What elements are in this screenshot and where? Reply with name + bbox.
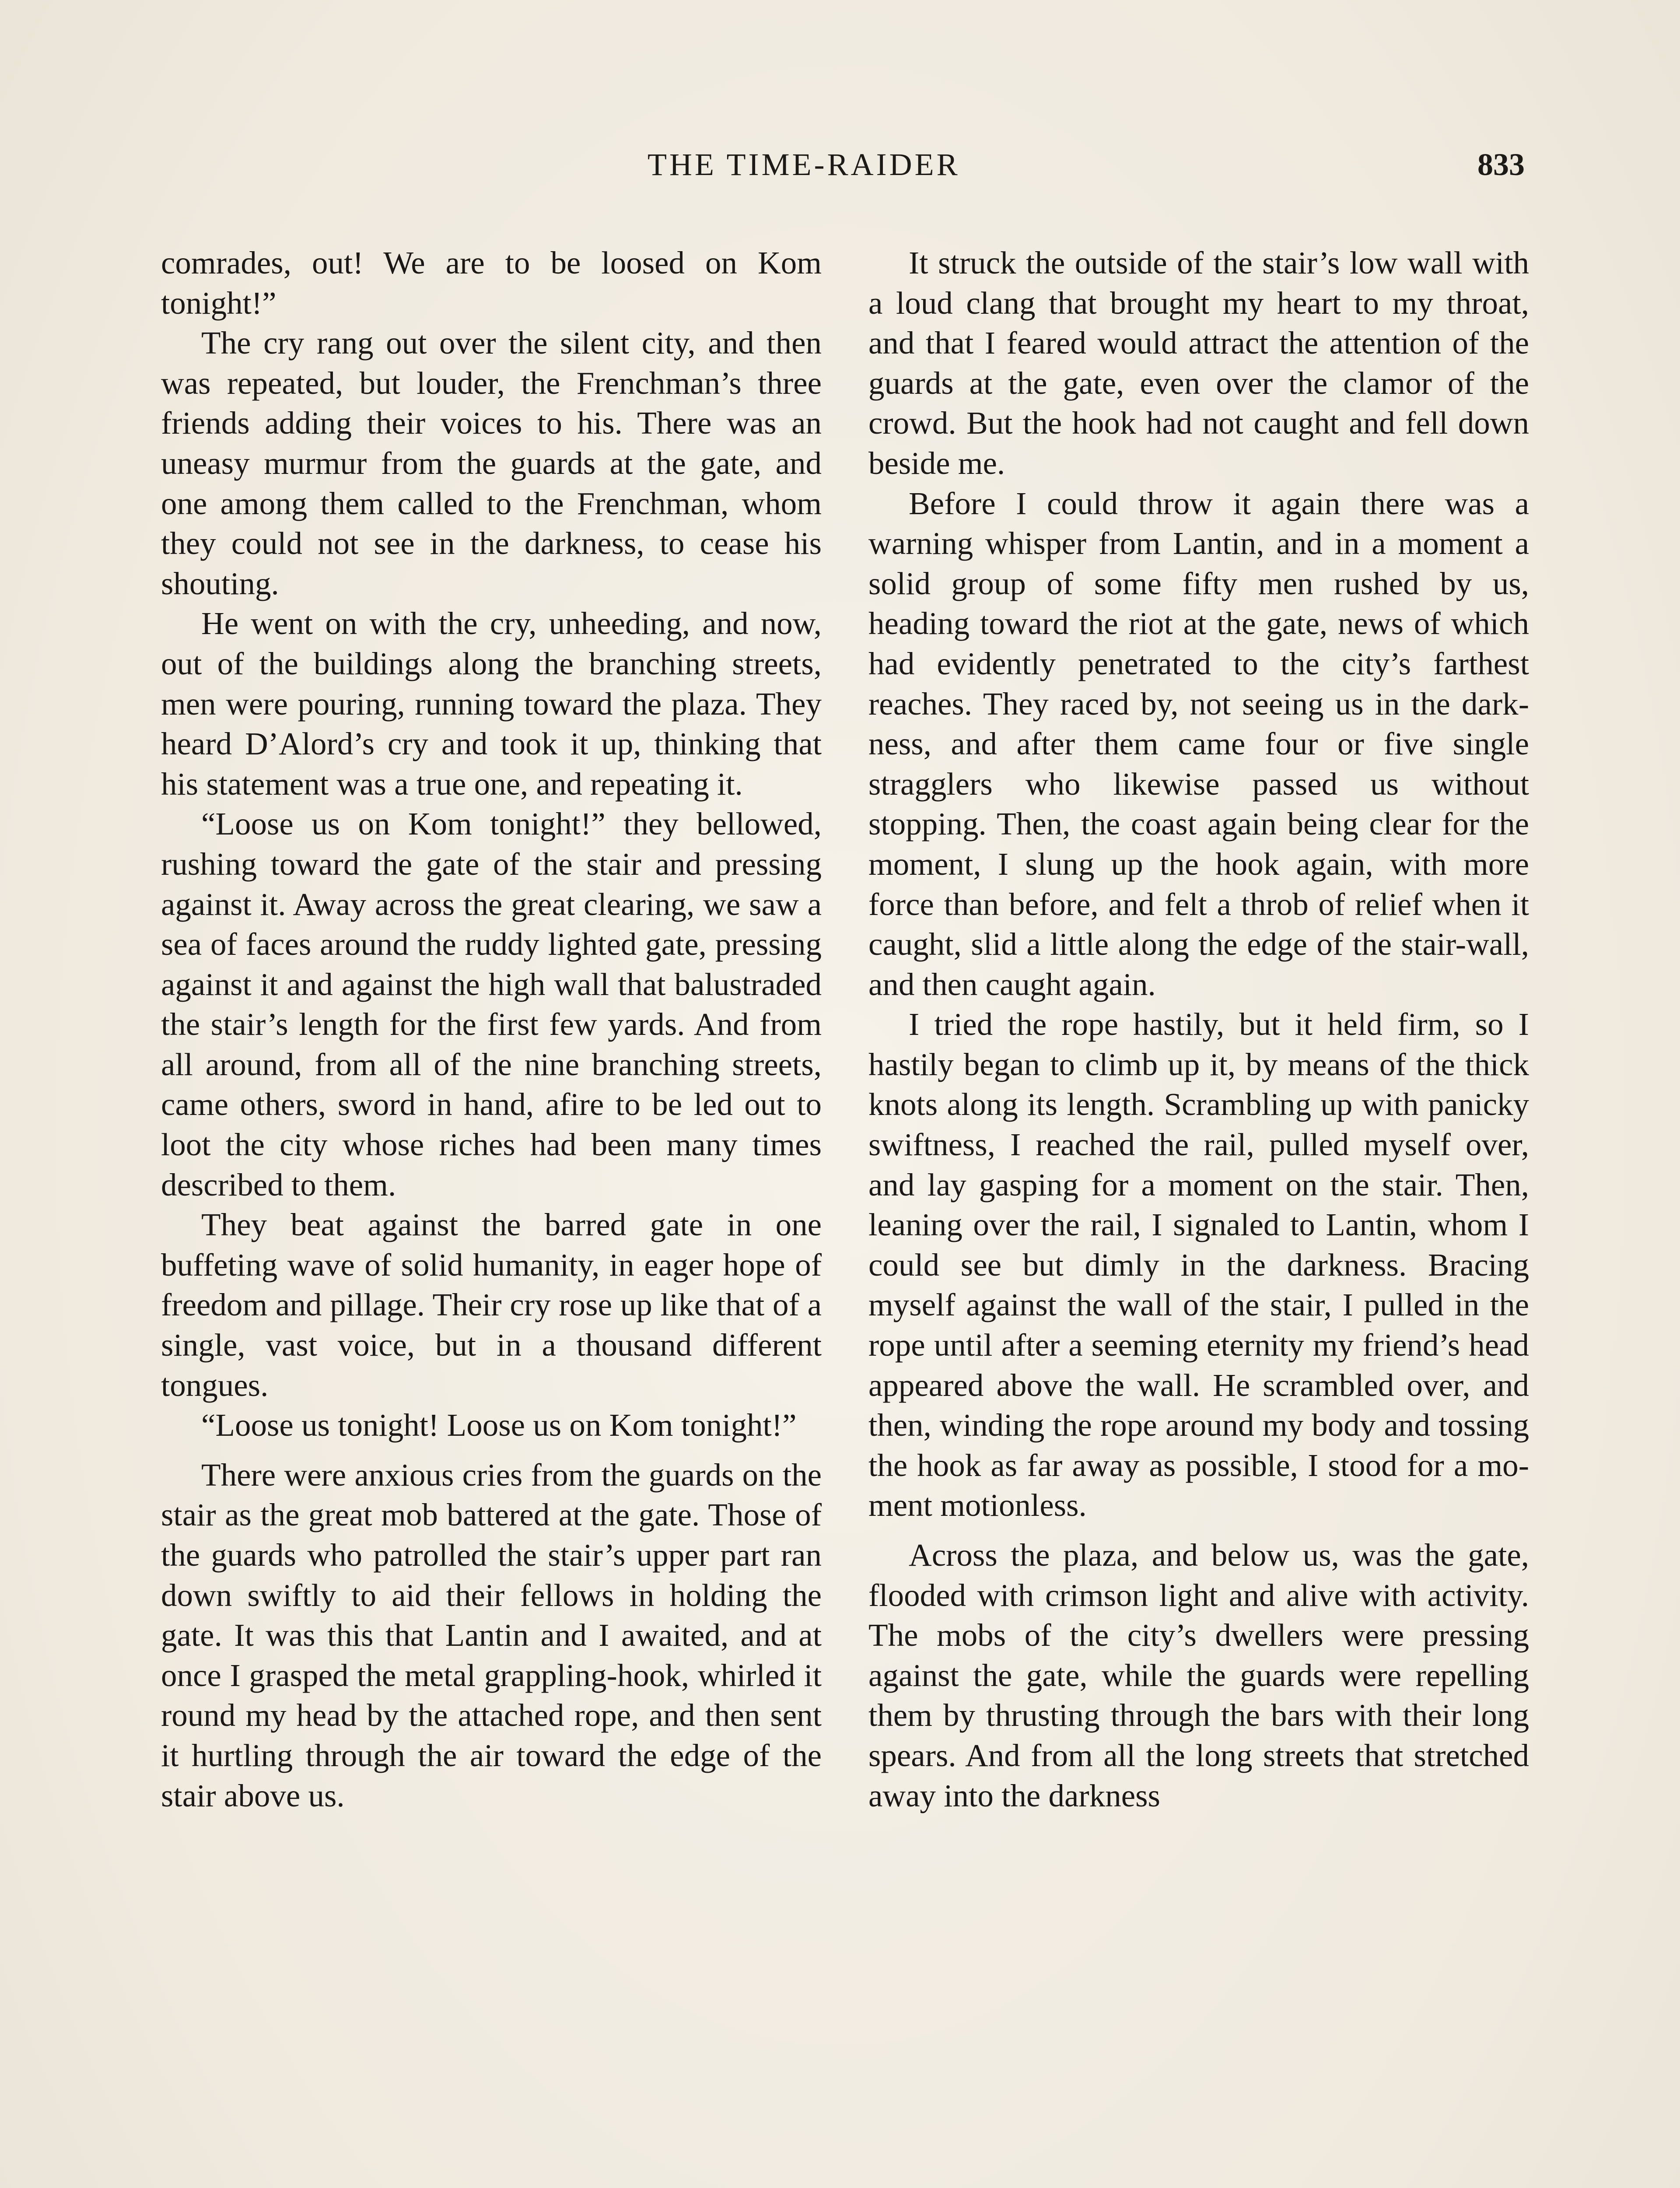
paragraph: “Loose us tonight! Loose us on Kom tonight!” (201, 1407, 797, 1443)
paragraph: I tried the rope hastily, but it held firm, so I hastily began to climb up it, by means of the thick knots along its length. Scrambling up with panicky swiftness, I reached the rail, pulled myself over, and lay gasping for a moment on the stair. Then, leaning over the rail, I signaled to Lantin, whom I could see but dimly in the darkness. Bracing myself against the wall of the stair, I pulled in the rope until after a seeming eternity my friend’s head appeared above the wall. He scrambled over, and then, winding the rope around my body and tossing the hook as far away as possible, I stood for a moment motionless. (868, 1006, 1529, 1523)
left-text-column (161, 243, 822, 1816)
paragraph: Across the plaza, and below us, was the gate, flooded with crimson light and alive with activity. The mobs of the city’s dwellers were pressing against the gate, while the guards were repelling them by thrusting through the bars with their long spears. And from all the long streets that stretched away into the darkness (868, 1537, 1529, 1813)
page-number: 833 (1477, 147, 1525, 182)
paragraph: They beat against the barred gate in one buffeting wave of solid humanity, in eager hope of freedom and pillage. Their cry rose up like that of a single, vast voice, but in a thousand different tongues. (161, 1207, 822, 1403)
paragraph: “Loose us on Kom tonight!” they bellowed, rushing toward the gate of the stair and pressing against it. Away across the great clearing, we saw a sea of faces around the ruddy lighted gate, pressing against it and against the high wall that balustraded the stair’s length for the first few yards. And from all around, from all of the nine branching streets, came others, sword in hand, afire to be led out to loot the city whose riches had been many times described to them. (161, 806, 822, 1203)
paragraph: He went on with the cry, unheeding, and now, out of the buildings along the branching streets, men were pouring, running toward the plaza. They heard D’Alord’s cry and took it up, thinking that his statement was a true one, and repeating it. (161, 606, 822, 802)
running-title: THE TIME-RAIDER (648, 147, 960, 182)
paragraph: The cry rang out over the silent city, and then was repeated, but louder, the Frenchman’s three friends adding their voices to his. There was an uneasy murmur from the guards at the gate, and one among them called to the Frenchman, whom they could not see in the darkness, to cease his shouting. (161, 325, 822, 601)
paragraph: It struck the outside of the stair’s low wall with a loud clang that brought my heart to my throat, and that I feared would attract the attention of the guards at the gate, even over the clamor of the crowd. But the hook had not caught and fell down beside me. (868, 245, 1529, 481)
paragraph: Before I could throw it again there was a warning whisper from Lantin, and in a moment a solid group of some fifty men rushed by us, heading toward the riot at the gate, news of which had evidently penetrated to the city’s farthest reaches. They raced by, not seeing us in the darkness, and after them came four or five single stragglers who likewise passed us without stopping. Then, the coast again being clear for the moment, I slung up the hook again, with more force than before, and felt a throb of relief when it caught, slid a little along the edge of the stair-wall, and then caught again. (868, 485, 1529, 1002)
paragraph: There were anxious cries from the guards on the stair as the great mob battered at the gate. Those of the guards who patrolled the stair’s upper part ran down swiftly to aid their fellows in holding the gate. It was this that Lantin and I awaited, and at once I grasped the metal grappling-hook, whirled it round my head by the attached rope, and then sent it hurtling through the air toward the edge of the stair above us. (161, 1457, 822, 1813)
running-header (158, 147, 1525, 195)
paragraph: comrades, out! We are to be loosed on Kom tonight!” (161, 245, 822, 321)
right-text-column (868, 243, 1529, 1816)
